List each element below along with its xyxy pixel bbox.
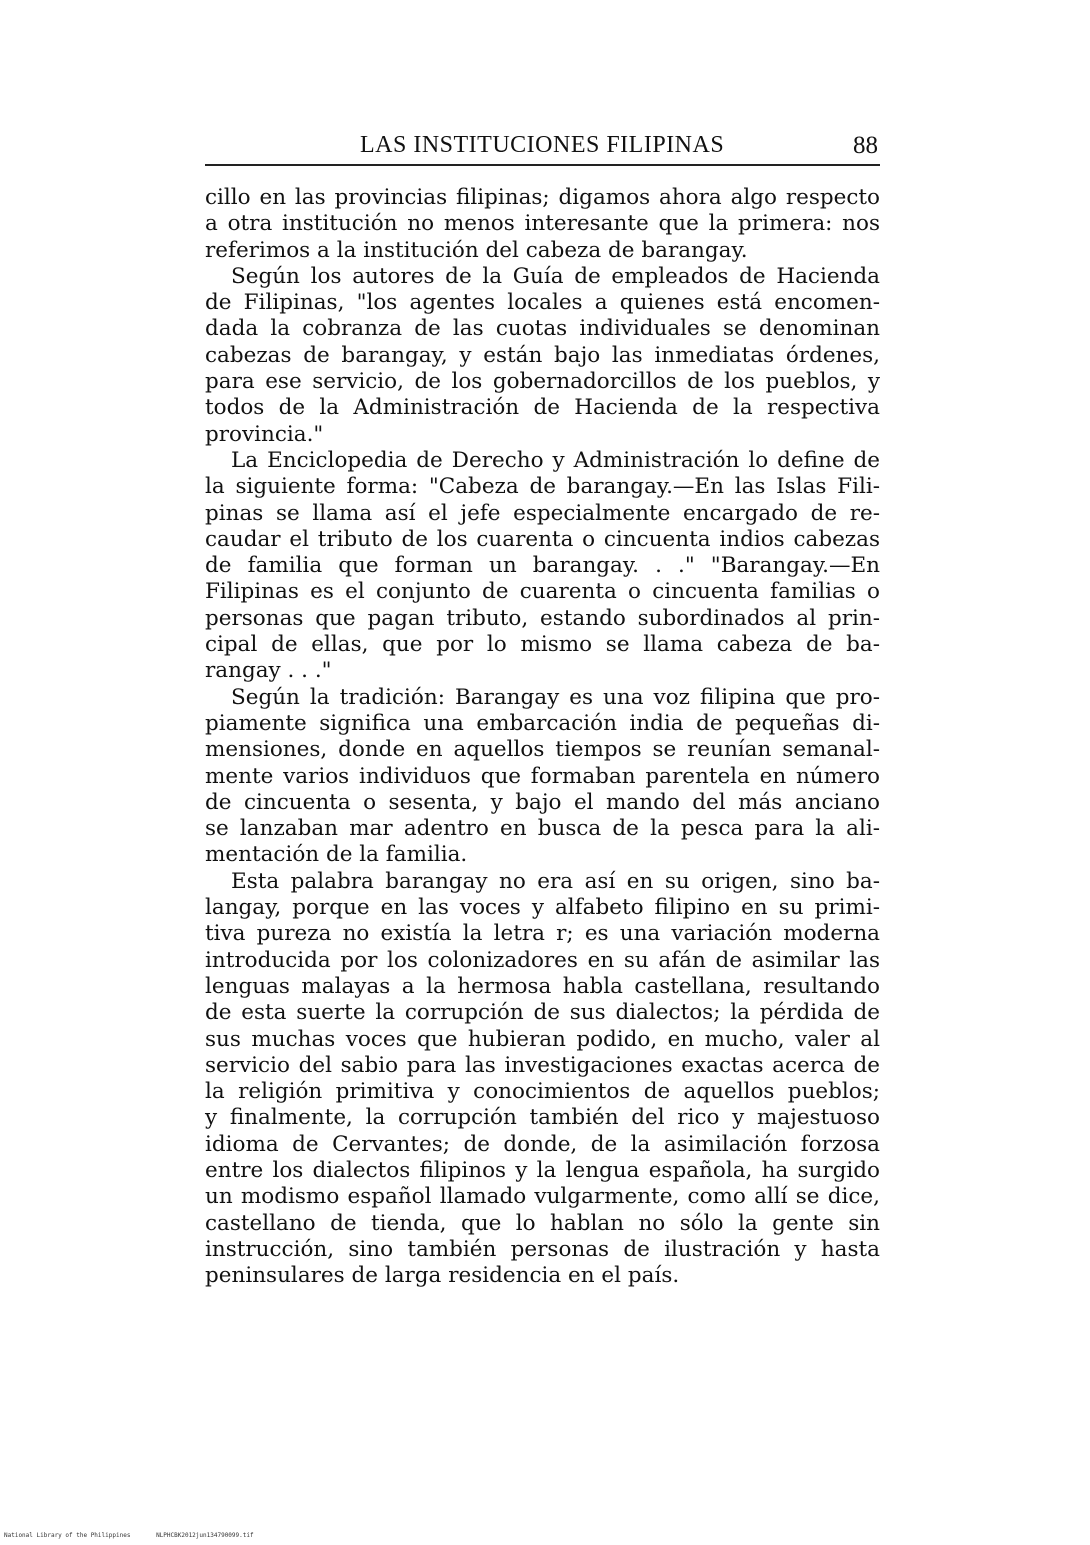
- text-line: de cincuenta o sesenta, y bajo el mando del más anciano: [205, 789, 880, 815]
- text-line: cillo en las provincias filipinas; digamos ahora algo respecto: [205, 185, 880, 210]
- text-line: sus muchas voces que hubieran podido, en mucho, valer al: [205, 1026, 880, 1052]
- text-line: se lanzaban mar adentro en busca de la pesca para la ali-: [205, 816, 880, 842]
- text-line: Esta palabra barangay no era así en su origen, sino ba-: [231, 868, 880, 894]
- text-line: tiva pureza no existía la letra r; es una variación moderna: [205, 921, 880, 947]
- text-line: rangay . . .": [205, 658, 332, 684]
- text-line: caudar el tributo de los cuarenta o cincuenta indios cabezas: [205, 526, 880, 552]
- text-line: introducida por los colonizadores en su afán de asimilar las: [205, 947, 880, 973]
- running-title: LAS INSTITUCIONES FILIPINAS: [360, 132, 725, 158]
- text-line: Según la tradición: Barangay es una voz filipina que pro-: [231, 684, 880, 710]
- text-line: La Enciclopedia de Derecho y Administración lo define de: [231, 447, 880, 473]
- text-line: de esta suerte la corrupción de sus dialectos; la pérdida de: [205, 1000, 880, 1026]
- footer-file-id: NLPHCBK2012jun134790099.tif: [156, 1532, 254, 1539]
- text-line: personas que pagan tributo, estando subordinados al prin-: [205, 605, 880, 631]
- text-line: de Filipinas, "los agentes locales a quienes está encomen-: [205, 290, 880, 316]
- text-line: langay, porque en las voces y alfabeto filipino en su primi-: [205, 895, 880, 921]
- text-line: un modismo español llamado vulgarmente, como allí se dice,: [205, 1184, 880, 1210]
- text-line: la religión primitiva y conocimientos de aquellos pueblos;: [205, 1079, 880, 1105]
- text-line: la siguiente forma: "Cabeza de barangay.—En las Islas Fili-: [205, 474, 880, 500]
- text-line: piamente significa una embarcación india de pequeñas di-: [205, 710, 880, 736]
- text-line: y finalmente, la corrupción también del rico y majestuoso: [205, 1105, 880, 1131]
- scan-footer: [4, 1532, 276, 1539]
- text-line: referimos a la institución del cabeza de barangay.: [205, 237, 748, 263]
- text-line: idioma de Cervantes; de donde, de la asimilación forzosa: [205, 1131, 880, 1157]
- text-line: para ese servicio, de los gobernadorcillos de los pueblos, y: [205, 369, 880, 395]
- text-line: pinas se llama así el jefe especialmente encargado de re-: [205, 500, 880, 526]
- text-line: instrucción, sino también personas de ilustración y hasta: [205, 1236, 880, 1262]
- footer-library: National Library of the Philippines: [4, 1532, 131, 1539]
- text-line: a otra institución no menos interesante que la primera: nos: [205, 211, 880, 237]
- text-line: provincia.": [205, 421, 324, 447]
- text-line: todos de la Administración de Hacienda de la respectiva: [205, 395, 880, 421]
- text-line: mensiones, donde en aquellos tiempos se reunían semanal-: [205, 737, 880, 763]
- text-line: cabezas de barangay, y están bajo las inmediatas órdenes,: [205, 342, 880, 368]
- text-line: cipal de ellas, que por lo mismo se llama cabeza de ba-: [205, 632, 880, 658]
- running-head: [200, 130, 880, 166]
- body-text: [205, 185, 880, 1289]
- text-line: mentación de la familia.: [205, 842, 468, 868]
- text-line: Filipinas es el conjunto de cuarenta o cincuenta familias o: [205, 579, 880, 605]
- text-line: lenguas malayas a la hermosa habla castellana, resultando: [205, 973, 880, 999]
- text-line: servicio del sabio para las investigaciones exactas acerca de: [205, 1052, 880, 1078]
- text-line: entre los dialectos filipinos y la lengua española, ha surgido: [205, 1157, 880, 1183]
- text-line: mente varios individuos que formaban parentela en número: [205, 763, 880, 789]
- text-line: Según los autores de la Guía de empleados de Hacienda: [231, 263, 880, 289]
- text-line: de familia que forman un barangay. . ." "Barangay.—En: [205, 553, 880, 579]
- text-line: peninsulares de larga residencia en el país.: [205, 1263, 680, 1289]
- text-line: castellano de tienda, que lo hablan no sólo la gente sin: [205, 1210, 880, 1236]
- page-number: 88: [853, 132, 878, 159]
- header-rule: [205, 164, 880, 166]
- text-line: dada la cobranza de las cuotas individuales se denominan: [205, 316, 880, 342]
